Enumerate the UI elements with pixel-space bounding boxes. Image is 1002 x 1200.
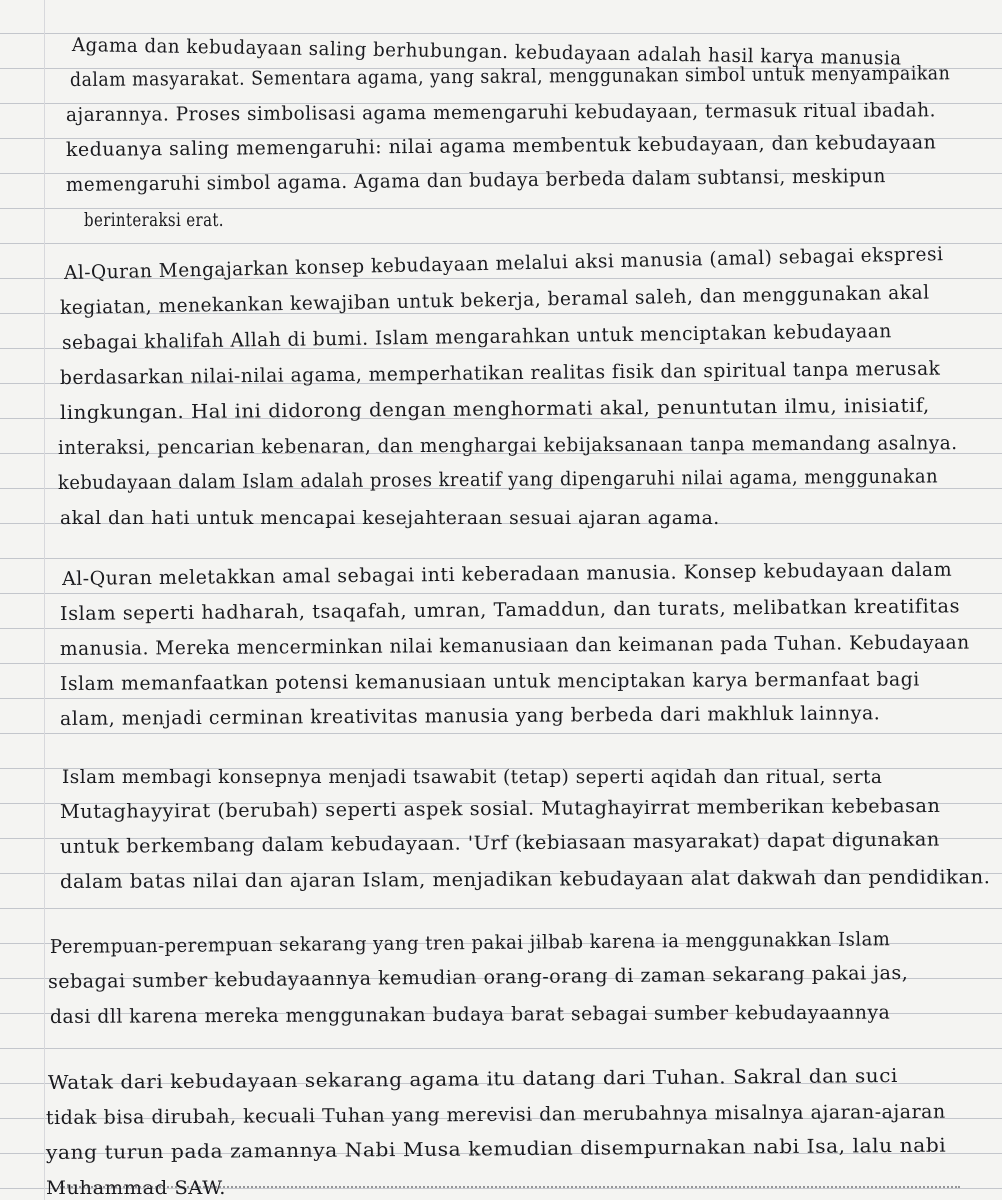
text-line: Mutaghayyirat (berubah) seperti aspek sosial. Mutaghayirrat memberikan kebebasan	[59, 794, 941, 823]
text-line: ajarannya. Proses simbolisasi agama memengaruhi kebudayaan, termasuk ritual ibadah.	[65, 99, 936, 126]
cut-off-text-line	[60, 1186, 960, 1194]
text-line: dalam batas nilai dan ajaran Islam, menjadikan kebudayaan alat dakwah dan pendidikan.	[59, 866, 991, 893]
text-line: Agama dan kebudayaan saling berhubungan. kebudayaan adalah hasil karya manusia	[71, 34, 902, 70]
text-line: kegiatan, menekankan kewajiban untuk bekerja, beramal saleh, dan menggunakan akal	[59, 281, 930, 319]
text-line: sebagai sumber kebudayaannya kemudian orang-orang di zaman sekarang pakai jas,	[47, 962, 909, 993]
text-line: untuk berkembang dalam kebudayaan. 'Urf (kebiasaan masyarakat) dapat digunakan	[59, 828, 940, 858]
text-line: keduanya saling memengaruhi: nilai agama membentuk kebudayaan, dan kebudayaan	[65, 131, 937, 161]
text-line: interaksi, pencarian kebenaran, dan menghargai kebijaksanaan tanpa memandang asalnya.	[57, 432, 958, 459]
text-line: tidak bisa dirubah, kecuali Tuhan yang merevisi dan merubahnya misalnya ajaran-ajaran	[45, 1100, 946, 1129]
text-line: Islam seperti hadharah, tsaqafah, umran, Tamaddun, dan turats, melibatkan kreatifitas	[59, 595, 961, 625]
text-line: Islam memanfaatkan potensi kemanusiaan untuk menciptakan karya bermanfaat bagi	[59, 668, 920, 695]
text-line: memengaruhi simbol agama. Agama dan budaya berbeda dalam subtansi, meskipun	[65, 165, 886, 196]
text-line: kebudayaan dalam Islam adalah proses kreatif yang dipengaruhi nilai agama, menggunakan	[57, 465, 939, 494]
text-line: Muhammad SAW.	[46, 1177, 226, 1199]
text-line: Al-Quran meletakkan amal sebagai inti keberadaan manusia. Konsep kebudayaan dalam	[61, 558, 953, 590]
text-line: Al-Quran Mengajarkan konsep kebudayaan melalui aksi manusia (amal) sebagai ekspresi	[63, 243, 944, 284]
text-line: Perempuan-perempuan sekarang yang tren pakai jilbab karena ia menggunakkan Islam	[49, 928, 891, 958]
text-line: akal dan hati untuk mencapai kesejahteraan sesuai ajaran agama.	[60, 507, 720, 529]
text-line: sebagai khalifah Allah di bumi. Islam mengarahkan untuk menciptakan kebudayaan	[61, 320, 892, 354]
text-line: manusia. Mereka mencerminkan nilai kemanusiaan dan keimanan pada Tuhan. Kebudayaan	[59, 631, 970, 660]
text-line: lingkungan. Hal ini didorong dengan menghormati akal, penuntutan ilmu, inisiatif,	[59, 394, 930, 424]
text-line: dasi dll karena mereka menggunakan budaya barat sebagai sumber kebudayaannya	[49, 1001, 891, 1028]
text-line: yang turun pada zamannya Nabi Musa kemudian disempurnakan nabi Isa, lalu nabi	[45, 1134, 947, 1164]
text-line: Islam membagi konsepnya menjadi tsawabit (tetap) seperti aqidah dan ritual, serta	[62, 766, 883, 788]
text-line: alam, menjadi cerminan kreativitas manusia yang berbeda dari makhluk lainnya.	[59, 702, 881, 730]
text-line: berinteraksi erat.	[84, 209, 224, 231]
margin-line	[44, 0, 45, 1200]
text-line: Watak dari kebudayaan sekarang agama itu datang dari Tuhan. Sakral dan suci	[47, 1064, 898, 1094]
text-line: berdasarkan nilai-nilai agama, memperhatikan realitas fisik dan spiritual tanpa merusak	[59, 357, 941, 389]
text-line: dalam masyarakat. Sementara agama, yang sakral, menggunakan simbol untuk menyampaikan	[69, 62, 951, 91]
